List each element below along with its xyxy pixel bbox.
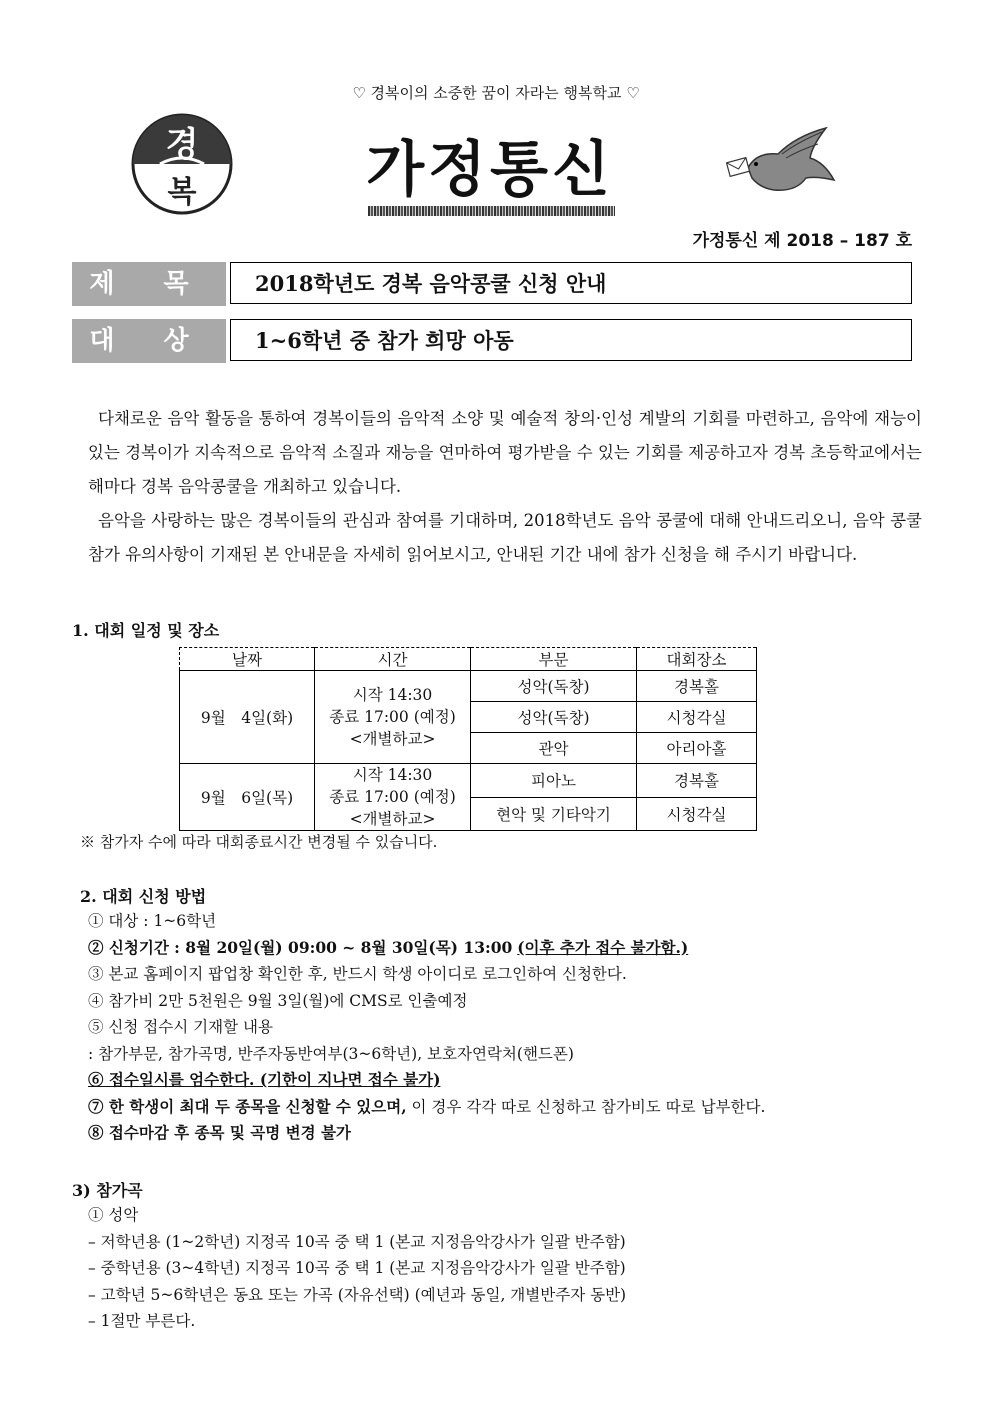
list-item: ⑤ 신청 접수시 기재할 내용 bbox=[88, 1018, 273, 1036]
day1-category-3: 관악 bbox=[471, 733, 637, 764]
day1-date: 9월 4일(화) bbox=[180, 671, 315, 764]
subject-row bbox=[72, 262, 914, 306]
day1-time bbox=[315, 671, 471, 764]
list-item: – 중학년용 (3~4학년) 지정곡 10곡 중 택 1 (본교 지정음악강사가 일괄 반주함) bbox=[88, 1259, 626, 1277]
day2-date: 9월 6일(목) bbox=[180, 764, 315, 831]
header-category: 부문 bbox=[471, 648, 637, 671]
list-item bbox=[88, 935, 765, 962]
logo-top-text: 경 bbox=[165, 125, 199, 165]
day2-category-1: 피아노 bbox=[471, 764, 637, 798]
list-item: ① 대상 : 1~6학년 bbox=[88, 912, 217, 930]
issue-number: 가정통신 제 2018 – 187 호 bbox=[692, 231, 912, 251]
max-entries-text: ⑦ 한 학생이 최대 두 종목을 신청할 수 있으며, bbox=[88, 1096, 407, 1116]
day1-place-1: 경복홀 bbox=[637, 671, 757, 702]
songs-list bbox=[88, 1202, 626, 1335]
header-time: 시간 bbox=[315, 648, 471, 671]
school-logo-icon bbox=[130, 112, 234, 216]
max-entries-rest: 이 경우 각각 따로 신청하고 참가비도 따로 납부한다. bbox=[406, 1097, 766, 1116]
bird-letter-icon bbox=[726, 124, 836, 204]
schedule-note: ※ 참가자 수에 따라 대회종료시간 변경될 수 있습니다. bbox=[80, 833, 438, 851]
list-item: : 참가부문, 참가곡명, 반주자동반여부(3~6학년), 보호자연락처(핸드폰) bbox=[88, 1044, 574, 1063]
day2-category-2: 현악 및 기타악기 bbox=[471, 797, 637, 831]
intro-text bbox=[88, 402, 922, 572]
header-place: 대회장소 bbox=[637, 648, 757, 671]
application-method-list bbox=[88, 908, 765, 1147]
list-item: ③ 본교 홈페이지 팝업창 확인한 후, 반드시 학생 아이디로 로그인하여 신청한다. bbox=[88, 965, 627, 983]
day1-place-3: 아리아홀 bbox=[637, 733, 757, 764]
intro-paragraph-2: 음악을 사랑하는 많은 경복이들의 관심과 참여를 기대하며, 2018학년도 음악 콩쿨에 대해 안내드리오니, 음악 콩쿨 참가 유의사항이 기재된 본 안내문을 자세히 읽어보시고, 안내된 기간 내에 참가 신청을 해 주시기 바랍니다. bbox=[88, 511, 922, 564]
subject-value: 2018학년도 경복 음악콩쿨 신청 안내 bbox=[230, 262, 912, 304]
schedule-table bbox=[179, 647, 757, 831]
day1-category-1: 성악(독창) bbox=[471, 671, 637, 702]
table-row bbox=[180, 764, 757, 798]
list-item: – 1절만 부른다. bbox=[88, 1312, 196, 1330]
table-row bbox=[180, 671, 757, 702]
list-item bbox=[88, 1094, 765, 1121]
day1-category-2: 성악(독창) bbox=[471, 702, 637, 733]
table-header-row bbox=[180, 648, 757, 671]
section-1-heading: 1. 대회 일정 및 장소 bbox=[72, 621, 220, 640]
day1-time-end: 종료 17:00 (예정) bbox=[329, 708, 456, 726]
day2-time-end: 종료 17:00 (예정) bbox=[329, 788, 456, 806]
list-item: – 저학년용 (1~2학년) 지정곡 10곡 중 택 1 (본교 지정음악강사가 일괄 반주함) bbox=[88, 1232, 626, 1251]
header-date: 날짜 bbox=[180, 648, 315, 671]
subject-label: 제 목 bbox=[72, 262, 226, 306]
day2-time bbox=[315, 764, 471, 831]
day2-time-note: <개별하교> bbox=[349, 810, 436, 828]
day2-place-2: 시청각실 bbox=[637, 797, 757, 831]
list-item: ① 성악 bbox=[88, 1206, 139, 1224]
logo-bottom-text: 복 bbox=[167, 175, 197, 210]
list-item: ④ 참가비 2만 5천원은 9월 3일(월)에 CMS로 인출예정 bbox=[88, 991, 468, 1010]
day1-time-start: 시작 14:30 bbox=[352, 686, 433, 704]
day2-place-1: 경복홀 bbox=[637, 764, 757, 798]
page-title: 가정통신 bbox=[366, 135, 614, 205]
section-3-heading: 3) 참가곡 bbox=[72, 1181, 143, 1200]
list-item: ⑧ 접수마감 후 종목 및 곡명 변경 불가 bbox=[88, 1123, 351, 1142]
list-item bbox=[88, 1067, 765, 1094]
list-item: – 고학년 5~6학년은 동요 또는 가곡 (자유선택) (예년과 동일, 개별반주자 동반) bbox=[88, 1285, 627, 1304]
slogan: ♡ 경복이의 소중한 꿈이 자라는 행복학교 ♡ bbox=[352, 84, 640, 102]
title-underline bbox=[368, 206, 615, 216]
period-text: ② 신청기간 : 8월 20일(월) 09:00 ~ 8월 30일(목) 13:00 bbox=[88, 937, 513, 957]
target-value: 1~6학년 중 참가 희망 아동 bbox=[230, 319, 912, 361]
deadline-warning: ⑥ 접수일시를 엄수한다. (기한이 지나면 접수 불가) bbox=[88, 1070, 441, 1089]
day1-place-2: 시청각실 bbox=[637, 702, 757, 733]
day1-time-note: <개별하교> bbox=[349, 730, 436, 748]
target-row bbox=[72, 319, 914, 363]
target-label: 대 상 bbox=[72, 319, 226, 363]
intro-paragraph-1: 다채로운 음악 활동을 통하여 경복이들의 음악적 소양 및 예술적 창의·인성 계발의 기회를 마련하고, 음악에 재능이 있는 경복이가 지속적으로 음악적 소질과 재능을 연마하여 평가받을 수 있는 기회를 제공하고자 경복 초등학교에서는 해마다 경복 음악콩쿨을 개최하고 있습니다. bbox=[88, 409, 922, 496]
period-note: (이후 추가 접수 불가함.) bbox=[517, 937, 689, 957]
section-2-heading: 2. 대회 신청 방법 bbox=[80, 887, 207, 906]
day2-time-start: 시작 14:30 bbox=[352, 766, 433, 784]
